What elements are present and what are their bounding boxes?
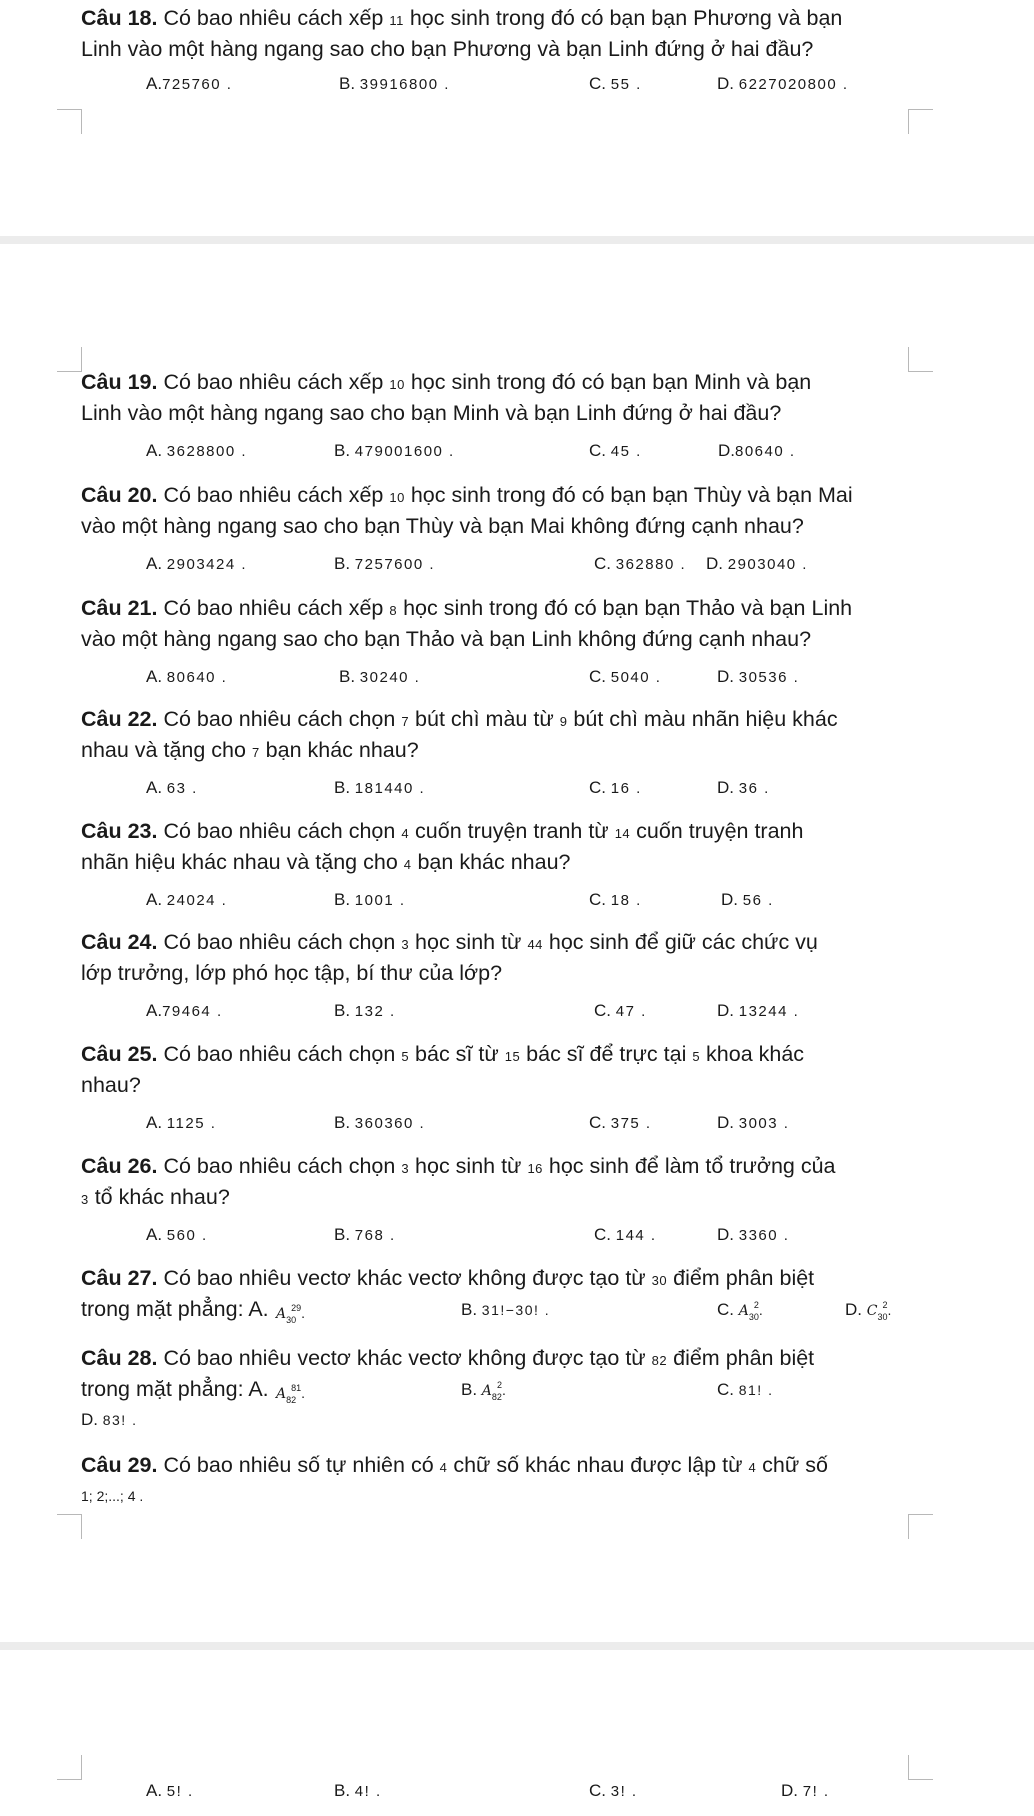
question-text: học sinh trong đó có bạn bạn Thùy và bạn Mai [404,483,853,507]
option-value: 56 . [742,892,774,909]
question-text: Có bao nhiêu vectơ khác vectơ không được tạo từ [157,1266,652,1290]
option-a-formula[interactable] [276,1297,307,1330]
option-value: 375 . [610,1115,652,1132]
period: . [501,1382,508,1398]
option-d[interactable] [717,1225,789,1245]
option-value: 360360 . [354,1115,426,1132]
option-label: D. [717,74,734,93]
option-value: 1125 . [166,1115,217,1132]
question-text: học sinh trong đó có bạn bạn Phương và bạn [403,6,843,30]
question-number: Câu 29. [81,1453,158,1477]
question-text: bạn khác nhau? [259,738,419,762]
options-23 [0,890,1034,920]
question-number: Câu 19. [81,370,158,394]
question-text: nhãn hiệu khác nhau và tặng cho [81,850,404,874]
option-b[interactable] [339,74,450,94]
arrangement-symbol: A [738,1303,749,1319]
question-26 [81,1152,921,1214]
superscript: 2 [882,1300,888,1310]
option-label: A. [146,667,163,686]
option-label: C. [594,554,611,573]
period: . [301,1385,307,1401]
number: 44 [527,937,543,952]
number: 9 [559,714,568,729]
question-number: Câu 24. [81,930,158,954]
question-text: điểm phân biệt [667,1346,815,1370]
option-label: B. [334,441,351,460]
option-b[interactable] [334,554,435,574]
question-27 [81,1264,921,1325]
question-number: Câu 18. [81,6,158,30]
crop-mark [57,1514,82,1539]
question-number: Câu 22. [81,707,158,731]
number: 4 [748,1460,757,1475]
option-label: B. [461,1300,478,1319]
option-c[interactable] [589,890,642,910]
option-c[interactable] [594,1001,647,1021]
number: 3 [401,937,410,952]
number: 4 [401,826,410,841]
question-number: Câu 26. [81,1154,158,1178]
number: 4 [403,857,412,872]
superscript: 2 [753,1300,759,1310]
option-value: 5! . [166,1783,194,1800]
option-a[interactable] [146,1001,223,1021]
option-c[interactable] [589,1113,652,1133]
number: 4 [439,1460,448,1475]
option-value: 3628800 . [166,443,248,460]
option-label: B. [461,1380,478,1399]
period: . [758,1302,765,1318]
number: 30 [651,1273,668,1288]
question-text: khoa khác [700,1042,805,1066]
question-text: Có bao nhiêu cách xếp [157,6,390,30]
option-label: B. [334,778,351,797]
option-label: C. [589,74,606,93]
option-value: 63 . [166,780,198,797]
option-a[interactable] [146,667,227,687]
option-label: C. [589,1781,606,1800]
option-value: 39916800 . [359,76,450,93]
option-c[interactable] [589,667,661,687]
question-text: nhau và tặng cho [81,738,252,762]
option-label: C. [717,1300,734,1319]
option-label: B. [334,1113,351,1132]
option-label: C. [717,1380,734,1399]
question-23 [81,817,921,879]
question-text: Có bao nhiêu cách chọn [157,930,402,954]
subscript: 30 [286,1315,297,1325]
question-number: Câu 25. [81,1042,158,1066]
option-label: C. [589,441,606,460]
option-label: B. [339,74,356,93]
question-text: bạn khác nhau? [411,850,571,874]
arrangement-symbol: A [276,1386,287,1402]
option-value: 30536 . [738,669,800,686]
question-text: chữ số [756,1453,828,1477]
option-value: 79464 . [162,1003,223,1020]
page-break [0,236,1034,244]
question-text: cuốn truyện tranh từ [409,819,615,843]
option-label: D. [721,890,738,909]
option-d[interactable] [717,74,849,94]
option-value: 55 . [610,76,642,93]
subscript: 82 [491,1392,502,1402]
option-label: C. [589,778,606,797]
option-value: 3360 . [738,1227,790,1244]
option-d[interactable] [718,441,796,461]
question-text: Có bao nhiêu cách xếp [157,483,390,507]
option-d[interactable] [717,1113,789,1133]
period: . [301,1305,307,1321]
option-d[interactable] [81,1405,921,1435]
option-value: 81! . [738,1382,774,1398]
question-text: Có bao nhiêu cách chọn [157,1154,402,1178]
number: 8 [389,603,398,618]
option-label: A. [146,1781,163,1800]
option-label: B. [339,667,356,686]
question-number: Câu 21. [81,596,158,620]
option-b[interactable] [334,1781,382,1801]
question-text: Có bao nhiêu cách chọn [157,1042,402,1066]
number: 3 [401,1161,410,1176]
number: 10 [389,377,405,392]
option-value: 31!−30! . [481,1302,551,1318]
options-22 [0,778,1034,808]
option-c[interactable] [594,1225,657,1245]
option-value: 132 . [354,1003,396,1020]
question-text: học sinh từ [409,1154,528,1178]
number: 16 [527,1161,543,1176]
option-value: 80640 . [166,669,228,686]
option-value: 36 . [738,780,770,797]
option-label: D. [717,778,734,797]
question-text: Linh vào một hàng ngang sao cho bạn Minh và bạn Linh đứng ở hai đầu? [81,401,782,425]
number: 3 [81,1192,89,1207]
crop-mark [908,109,933,134]
question-text: nhau? [81,1073,141,1097]
question-text: bác sĩ để trực tại [520,1042,693,1066]
question-text: bút chì màu từ [409,707,560,731]
question-text: bác sĩ từ [409,1042,505,1066]
option-d[interactable] [721,890,774,910]
option-value: 83! . [102,1412,138,1428]
option-value: 144 . [615,1227,657,1244]
number: 82 [651,1353,668,1368]
superscript: 81 [291,1383,302,1393]
crop-mark [908,1755,933,1780]
option-value: 725760 . [162,76,233,93]
crop-mark [57,347,82,372]
subscript: 82 [286,1395,297,1405]
option-value: 768 . [354,1227,396,1244]
option-b[interactable] [461,1375,507,1407]
option-b[interactable] [334,1001,396,1021]
question-text: học sinh trong đó có bạn bạn Thảo và bạn Linh [397,596,853,620]
option-value: 18 . [610,892,642,909]
option-c[interactable] [589,1781,638,1801]
question-29 [81,1451,921,1511]
option-label: A. [146,554,163,573]
number: 7 [401,714,410,729]
question-text: Có bao nhiêu số tự nhiên có [157,1453,440,1477]
superscript: 29 [291,1303,302,1313]
subscript: 30 [748,1312,759,1322]
option-a[interactable] [146,1781,194,1801]
crop-mark [57,1755,82,1780]
options-20 [0,554,1034,584]
arrangement-symbol: A [276,1306,287,1322]
question-text: học sinh để làm tổ trưởng của [542,1154,836,1178]
option-d[interactable] [717,667,799,687]
option-value: 181440 . [354,780,426,797]
option-label: A. [146,1225,163,1244]
question-text: học sinh trong đó có bạn bạn Minh và bạn [404,370,812,394]
question-text: Có bao nhiêu cách chọn [157,707,402,731]
options-21 [0,667,1034,697]
option-label: D. [717,1225,734,1244]
question-text: Linh vào một hàng ngang sao cho bạn Phương và bạn Linh đứng ở hai đầu? [81,37,814,61]
question-number: Câu 23. [81,819,158,843]
arrangement-symbol: A [481,1383,492,1399]
option-label: D. [717,1001,734,1020]
option-d[interactable] [717,778,770,798]
option-a[interactable] [146,890,227,910]
period: . [887,1302,893,1318]
question-text: vào một hàng ngang sao cho bạn Thùy và bạn Mai không đứng cạnh nhau? [81,514,804,538]
option-value: 7257600 . [354,556,436,573]
question-text: Có bao nhiêu cách chọn [157,819,402,843]
option-c[interactable] [594,554,686,574]
option-value: 4! . [354,1783,382,1800]
option-b[interactable] [334,441,455,461]
option-value: 3! . [610,1783,638,1800]
option-label: D. [706,554,723,573]
option-c[interactable] [717,1375,773,1405]
question-text: điểm phân biệt [667,1266,815,1290]
option-c[interactable] [717,1295,764,1327]
option-b[interactable] [339,667,420,687]
question-text: chữ số khác nhau được lập từ [447,1453,749,1477]
option-label: B. [334,554,351,573]
question-25 [81,1040,921,1100]
option-value: 1001 . [354,892,406,909]
question-text: học sinh để giữ các chức vụ [542,930,818,954]
question-18 [81,4,921,64]
option-label: A. [146,778,163,797]
option-value: 362880 . [615,556,687,573]
question-number: Câu 27. [81,1266,158,1290]
option-label: B. [334,1225,351,1244]
option-value: 80640 . [735,443,796,460]
options-29 [0,1781,1034,1811]
option-label: A. [146,441,163,460]
option-a[interactable]: A. [248,1297,269,1321]
option-b[interactable] [334,1225,396,1245]
number: 7 [251,745,260,760]
option-a-formula[interactable] [276,1377,307,1410]
option-value: 479001600 . [354,443,455,460]
option-d[interactable] [717,1001,799,1021]
question-22 [81,705,921,767]
option-label: C. [589,1113,606,1132]
option-label: A. [146,890,163,909]
option-a[interactable] [146,1113,216,1133]
option-value: 2903424 . [166,556,248,573]
option-c[interactable] [589,778,642,798]
option-label: A. [146,1001,163,1020]
question-text: lớp trưởng, lớp phó học tập, bí thư của lớp? [81,961,503,985]
option-label: D. [718,441,735,460]
question-28 [81,1344,921,1435]
option-b[interactable] [334,778,425,798]
option-value: 7! . [802,1783,830,1800]
option-value: 560 . [166,1227,208,1244]
option-value: 13244 . [738,1003,800,1020]
option-value: 3003 . [738,1115,790,1132]
combination-symbol: C [866,1303,878,1319]
number: 11 [389,13,404,28]
option-a[interactable] [146,778,198,798]
number: 5 [692,1049,701,1064]
superscript: 2 [496,1380,502,1390]
option-label: C. [594,1001,611,1020]
question-number: Câu 20. [81,483,158,507]
question-text: tổ khác nhau? [88,1185,230,1209]
crop-mark [57,109,82,134]
option-label: B. [334,1781,351,1800]
option-label: A. [146,1113,163,1132]
option-value: 45 . [610,443,642,460]
option-label: A. [146,74,163,93]
number: 10 [389,490,405,505]
option-value: 24024 . [166,892,228,909]
question-24 [81,928,921,988]
options-25 [0,1113,1034,1143]
option-d[interactable] [845,1295,893,1327]
option-value: 2903040 . [727,556,808,573]
question-text: trong mặt phẳng: [81,1297,249,1321]
option-label: B. [334,890,351,909]
option-a[interactable] [146,554,247,574]
number: 14 [614,826,631,841]
option-a[interactable] [146,74,232,94]
option-a[interactable] [146,1225,208,1245]
option-value: 47 . [615,1003,647,1020]
question-text: cuốn truyện tranh [630,819,804,843]
option-label: C. [589,890,606,909]
question-21 [81,594,921,654]
option-value: 30240 . [359,669,421,686]
option-label: D. [81,1410,98,1429]
option-label: D. [717,667,734,686]
question-text: Có bao nhiêu vectơ khác vectơ không được tạo từ [157,1346,652,1370]
number: 15 [504,1049,521,1064]
option-value: 5040 . [610,669,662,686]
question-text: trong mặt phẳng: [81,1377,249,1401]
options-18 [0,74,1034,104]
options-19 [0,441,1034,471]
question-text: bút chì màu nhãn hiệu khác [567,707,838,731]
option-c[interactable] [589,74,642,94]
question-text: vào một hàng ngang sao cho bạn Thảo và bạn Linh không đứng cạnh nhau? [81,627,812,651]
question-text: Có bao nhiêu cách xếp [157,596,390,620]
option-a[interactable]: A. [248,1377,269,1401]
question-number: Câu 28. [81,1346,158,1370]
option-label: D. [845,1300,862,1319]
question-text: Có bao nhiêu cách xếp [157,370,390,394]
option-b[interactable] [334,1113,425,1133]
question-20 [81,481,921,541]
option-c[interactable] [589,441,642,461]
number: 5 [401,1049,410,1064]
crop-mark [908,1514,933,1539]
option-b[interactable] [334,890,406,910]
subscript: 30 [877,1312,888,1322]
option-value: 6227020800 . [738,76,849,93]
option-label: C. [589,667,606,686]
option-a[interactable] [146,441,247,461]
page-break [0,1642,1034,1650]
option-d[interactable] [781,1781,830,1801]
options-24 [0,1001,1034,1031]
option-label: D. [717,1113,734,1132]
option-value: 16 . [610,780,642,797]
question-text: học sinh từ [409,930,528,954]
question-text: 1; 2;...; 4 . [81,1488,144,1504]
option-label: C. [594,1225,611,1244]
question-19 [81,368,921,428]
options-26 [0,1225,1034,1255]
option-d[interactable] [706,554,808,574]
option-label: B. [334,1001,351,1020]
option-b[interactable] [461,1295,550,1325]
option-label: D. [781,1781,798,1800]
